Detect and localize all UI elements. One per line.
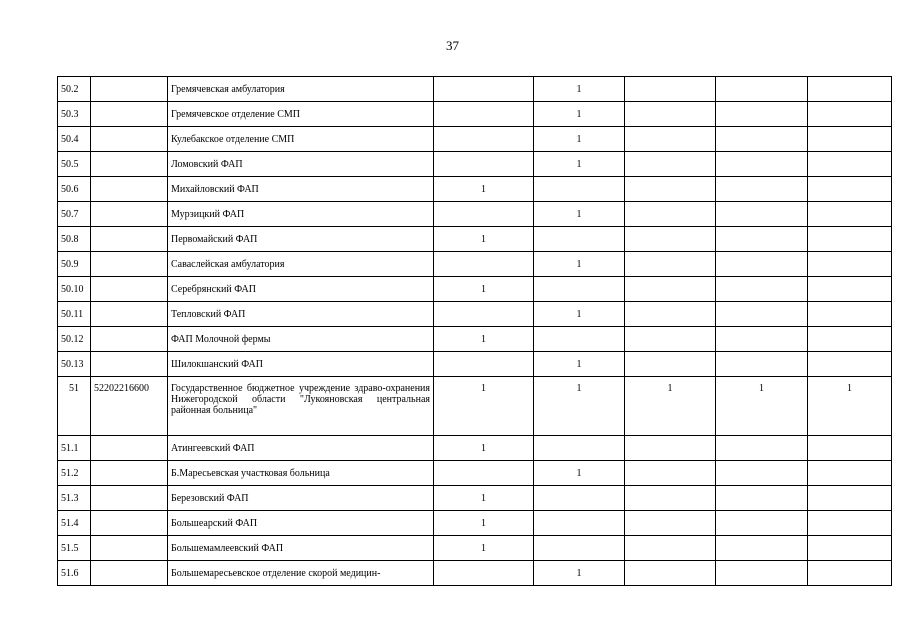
- value-cell-1: 1: [434, 327, 534, 352]
- facility-name-cell: Серебрянский ФАП: [168, 277, 434, 302]
- value-cell-2: [534, 436, 625, 461]
- value-cell-5: [808, 77, 892, 102]
- value-cell-2: [534, 177, 625, 202]
- value-cell-1: 1: [434, 177, 534, 202]
- value-cell-5: [808, 352, 892, 377]
- facility-name-cell: Ломовский ФАП: [168, 152, 434, 177]
- value-cell-4: [716, 436, 808, 461]
- value-cell-2: [534, 536, 625, 561]
- value-cell-2: 1: [534, 77, 625, 102]
- row-code-cell: [91, 461, 168, 486]
- row-code-cell: [91, 202, 168, 227]
- row-number-cell: 51.2: [58, 461, 91, 486]
- row-code-cell: [91, 152, 168, 177]
- value-cell-5: [808, 302, 892, 327]
- value-cell-4: [716, 202, 808, 227]
- value-cell-3: [625, 352, 716, 377]
- value-cell-2: 1: [534, 102, 625, 127]
- value-cell-4: [716, 102, 808, 127]
- value-cell-1: [434, 561, 534, 586]
- table-body: [58, 77, 892, 586]
- value-cell-3: [625, 302, 716, 327]
- row-code-cell: [91, 352, 168, 377]
- row-code-cell: 52202216600: [91, 377, 168, 436]
- value-cell-3: [625, 177, 716, 202]
- value-cell-5: [808, 202, 892, 227]
- table-row: [58, 127, 892, 152]
- row-code-cell: [91, 536, 168, 561]
- table-row: [58, 486, 892, 511]
- value-cell-3: [625, 102, 716, 127]
- row-number-cell: 50.11: [58, 302, 91, 327]
- page-number: 37: [446, 38, 459, 53]
- facility-name-cell: Большеарский ФАП: [168, 511, 434, 536]
- value-cell-3: 1: [625, 377, 716, 436]
- facility-name-cell: Б.Маресьевская участковая больница: [168, 461, 434, 486]
- value-cell-5: [808, 561, 892, 586]
- value-cell-1: [434, 77, 534, 102]
- value-cell-5: [808, 511, 892, 536]
- facility-name-cell: Большемаресьевское отделение скорой медицин-: [168, 561, 434, 586]
- value-cell-4: [716, 277, 808, 302]
- value-cell-2: 1: [534, 377, 625, 436]
- value-cell-4: [716, 511, 808, 536]
- value-cell-4: [716, 252, 808, 277]
- value-cell-5: [808, 486, 892, 511]
- value-cell-5: [808, 327, 892, 352]
- row-number-cell: 50.13: [58, 352, 91, 377]
- row-number-cell: 51.3: [58, 486, 91, 511]
- value-cell-4: [716, 127, 808, 152]
- table-row: [58, 202, 892, 227]
- table-row: [58, 252, 892, 277]
- row-code-cell: [91, 327, 168, 352]
- value-cell-1: [434, 461, 534, 486]
- facility-name-cell: Тепловский ФАП: [168, 302, 434, 327]
- row-code-cell: [91, 436, 168, 461]
- row-number-cell: 50.12: [58, 327, 91, 352]
- row-code-cell: [91, 511, 168, 536]
- value-cell-1: [434, 352, 534, 377]
- value-cell-3: [625, 277, 716, 302]
- row-code-cell: [91, 252, 168, 277]
- row-number-cell: 50.2: [58, 77, 91, 102]
- row-number-cell: 51.1: [58, 436, 91, 461]
- table-row: [58, 511, 892, 536]
- row-code-cell: [91, 227, 168, 252]
- table-row: [58, 152, 892, 177]
- facility-name-cell: Саваслейская амбулатория: [168, 252, 434, 277]
- row-number-cell: 50.7: [58, 202, 91, 227]
- value-cell-4: [716, 177, 808, 202]
- row-code-cell: [91, 561, 168, 586]
- table-row: [58, 561, 892, 586]
- table-row: [58, 436, 892, 461]
- table-row: [58, 177, 892, 202]
- value-cell-5: [808, 277, 892, 302]
- table-row: [58, 352, 892, 377]
- value-cell-3: [625, 327, 716, 352]
- row-code-cell: [91, 77, 168, 102]
- value-cell-2: 1: [534, 252, 625, 277]
- row-number-cell: 50.9: [58, 252, 91, 277]
- value-cell-3: [625, 436, 716, 461]
- value-cell-2: 1: [534, 302, 625, 327]
- value-cell-4: [716, 327, 808, 352]
- facility-name-cell: Государственное бюджетное учреждение здраво-охранения Нижегородской области "Лукояновская центральная районная больница": [168, 377, 434, 436]
- row-code-cell: [91, 177, 168, 202]
- value-cell-3: [625, 202, 716, 227]
- table-row: [58, 302, 892, 327]
- row-number-cell: 50.4: [58, 127, 91, 152]
- value-cell-1: 1: [434, 277, 534, 302]
- facility-name-cell: Мурзицкий ФАП: [168, 202, 434, 227]
- value-cell-4: [716, 486, 808, 511]
- row-code-cell: [91, 127, 168, 152]
- value-cell-1: [434, 152, 534, 177]
- value-cell-1: [434, 252, 534, 277]
- row-code-cell: [91, 486, 168, 511]
- value-cell-3: [625, 252, 716, 277]
- value-cell-3: [625, 127, 716, 152]
- value-cell-2: 1: [534, 152, 625, 177]
- value-cell-4: [716, 536, 808, 561]
- table-row: [58, 461, 892, 486]
- row-number-cell: 50.5: [58, 152, 91, 177]
- table-row: [58, 377, 892, 436]
- value-cell-1: [434, 202, 534, 227]
- value-cell-2: [534, 327, 625, 352]
- value-cell-2: 1: [534, 561, 625, 586]
- value-cell-3: [625, 152, 716, 177]
- value-cell-2: 1: [534, 202, 625, 227]
- value-cell-3: [625, 227, 716, 252]
- row-number-cell: 51: [58, 377, 91, 436]
- value-cell-5: [808, 461, 892, 486]
- table-row: [58, 536, 892, 561]
- row-number-cell: 51.6: [58, 561, 91, 586]
- value-cell-2: 1: [534, 461, 625, 486]
- value-cell-4: [716, 352, 808, 377]
- value-cell-3: [625, 536, 716, 561]
- row-number-cell: 50.3: [58, 102, 91, 127]
- value-cell-3: [625, 461, 716, 486]
- table-row: [58, 327, 892, 352]
- value-cell-3: [625, 561, 716, 586]
- facility-name-cell: Гремячевское отделение СМП: [168, 102, 434, 127]
- value-cell-4: 1: [716, 377, 808, 436]
- table-row: [58, 102, 892, 127]
- value-cell-4: [716, 461, 808, 486]
- facility-name-cell: Кулебакское отделение СМП: [168, 127, 434, 152]
- value-cell-1: 1: [434, 227, 534, 252]
- table-row: [58, 77, 892, 102]
- value-cell-3: [625, 486, 716, 511]
- row-number-cell: 50.6: [58, 177, 91, 202]
- facility-name-cell: Первомайский ФАП: [168, 227, 434, 252]
- value-cell-4: [716, 561, 808, 586]
- facility-name-cell: Атингеевский ФАП: [168, 436, 434, 461]
- value-cell-2: [534, 277, 625, 302]
- row-number-cell: 51.4: [58, 511, 91, 536]
- value-cell-5: [808, 436, 892, 461]
- row-number-cell: 50.8: [58, 227, 91, 252]
- value-cell-1: 1: [434, 436, 534, 461]
- value-cell-2: [534, 227, 625, 252]
- value-cell-1: 1: [434, 377, 534, 436]
- value-cell-1: [434, 102, 534, 127]
- value-cell-5: 1: [808, 377, 892, 436]
- value-cell-3: [625, 77, 716, 102]
- facilities-table: [57, 76, 892, 586]
- value-cell-4: [716, 152, 808, 177]
- value-cell-4: [716, 302, 808, 327]
- row-number-cell: 50.10: [58, 277, 91, 302]
- value-cell-1: [434, 127, 534, 152]
- value-cell-5: [808, 536, 892, 561]
- facility-name-cell: Шилокшанский ФАП: [168, 352, 434, 377]
- value-cell-1: 1: [434, 486, 534, 511]
- value-cell-5: [808, 127, 892, 152]
- value-cell-4: [716, 77, 808, 102]
- value-cell-1: 1: [434, 511, 534, 536]
- value-cell-5: [808, 102, 892, 127]
- value-cell-2: 1: [534, 352, 625, 377]
- row-code-cell: [91, 302, 168, 327]
- row-code-cell: [91, 277, 168, 302]
- value-cell-1: 1: [434, 536, 534, 561]
- facility-name-cell: ФАП Молочной фермы: [168, 327, 434, 352]
- value-cell-5: [808, 177, 892, 202]
- facility-name-cell: Гремячевская амбулатория: [168, 77, 434, 102]
- facility-name-cell: Березовский ФАП: [168, 486, 434, 511]
- value-cell-2: 1: [534, 127, 625, 152]
- row-code-cell: [91, 102, 168, 127]
- table-row: [58, 227, 892, 252]
- value-cell-5: [808, 252, 892, 277]
- value-cell-4: [716, 227, 808, 252]
- value-cell-5: [808, 152, 892, 177]
- row-number-cell: 51.5: [58, 536, 91, 561]
- value-cell-2: [534, 486, 625, 511]
- value-cell-2: [534, 511, 625, 536]
- facility-name-cell: Михайловский ФАП: [168, 177, 434, 202]
- table-row: [58, 277, 892, 302]
- value-cell-5: [808, 227, 892, 252]
- value-cell-3: [625, 511, 716, 536]
- value-cell-1: [434, 302, 534, 327]
- facility-name-cell: Большемамлеевский ФАП: [168, 536, 434, 561]
